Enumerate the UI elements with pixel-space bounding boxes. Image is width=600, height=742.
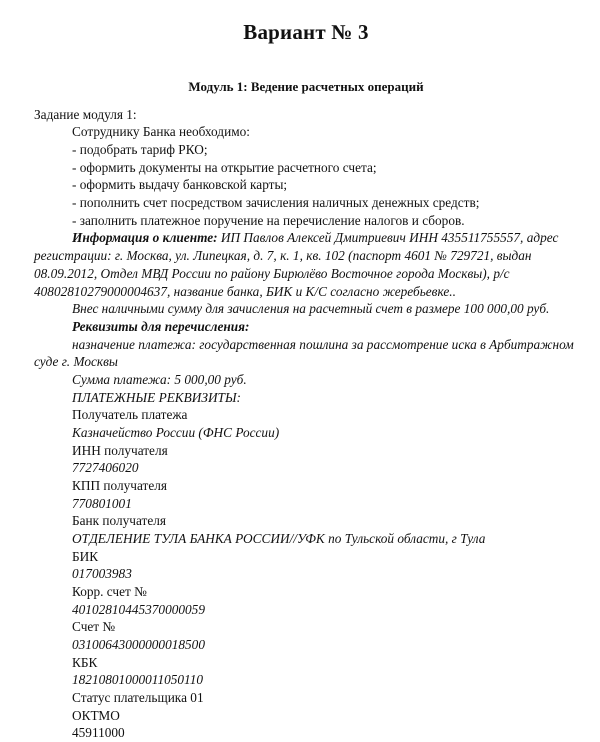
client-info-paragraph	[34, 229, 578, 300]
requisite-value: 770801001	[72, 495, 132, 511]
requisite-label: Получатель платежа	[72, 407, 188, 423]
task-section	[34, 106, 578, 742]
requisite-value: 45911000	[72, 725, 125, 741]
requisite-label: Счет №	[72, 619, 116, 635]
module-title: Модуль 1: Ведение расчетных операций	[188, 79, 424, 95]
requisite-label: ОКТМО	[72, 707, 120, 723]
requisites-list	[34, 406, 578, 742]
requisite-label: БИК	[72, 548, 99, 564]
payment-amount-line: Сумма платежа: 5 000,00 руб.	[72, 371, 247, 387]
requisite-value: 40102810445370000059	[72, 601, 205, 617]
task-item: - оформить документы на открытие расчетного счета;	[72, 159, 377, 175]
task-list	[34, 141, 578, 229]
requisite-value: 03100643000000018500	[72, 636, 205, 652]
payment-purpose-line: назначение платежа: государственная пошлина за рассмотрение иска в Арбитражном суде г. Москвы	[34, 336, 574, 370]
client-deposit-line: Внес наличными сумму для зачисления на расчетный счет в размере 100 000,00 руб.	[72, 301, 550, 317]
task-intro-line: Сотруднику Банка необходимо:	[72, 124, 250, 140]
requisite-value: Казначейство России (ФНС России)	[72, 424, 280, 440]
payment-requisites-heading: ПЛАТЕЖНЫЕ РЕКВИЗИТЫ:	[72, 389, 241, 405]
requisite-label: КБК	[72, 654, 98, 670]
requisite-label: КПП получателя	[72, 477, 167, 493]
task-item: - заполнить платежное поручение на перечисление налогов и сборов.	[72, 212, 465, 228]
task-item: - оформить выдачу банковской карты;	[72, 177, 288, 193]
requisite-label: ИНН получателя	[72, 442, 168, 458]
requisite-value: ОТДЕЛЕНИЕ ТУЛА БАНКА РОССИИ//УФК по Тульской области, г Тула	[72, 530, 486, 546]
requisite-value: 7727406020	[72, 460, 139, 476]
client-info-body: ИП Павлов Алексей Дмитриевич ИНН 435511755557, адрес регистрации: г. Москва, ул. Липецкая, д. 7, к. 1, кв. 102 (паспорт 4601 № 729721, выдан 08.09.2012, Отдел МВД России по району Бирюлёво Восточное города Москвы), р/с 40802810279000004637, название банка, БИК и К/С согласно жеребьевке..	[34, 230, 559, 299]
task-item: - пополнить счет посредством зачисления наличных денежных средств;	[72, 195, 480, 211]
task-label: Задание модуля 1:	[34, 106, 137, 122]
task-item: - подобрать тариф РКО;	[72, 142, 208, 158]
requisite-label: Статус плательщика 01	[72, 689, 204, 705]
requisite-label: Корр. счет №	[72, 583, 147, 599]
requisite-label: Банк получателя	[72, 513, 167, 529]
requisite-value: 18210801000011050110	[72, 672, 203, 688]
requisite-value: 017003983	[72, 566, 132, 582]
client-info-heading: Информация о клиенте:	[72, 230, 218, 246]
transfer-heading: Реквизиты для перечисления:	[72, 318, 250, 334]
page-title: Вариант № 3	[243, 20, 369, 44]
